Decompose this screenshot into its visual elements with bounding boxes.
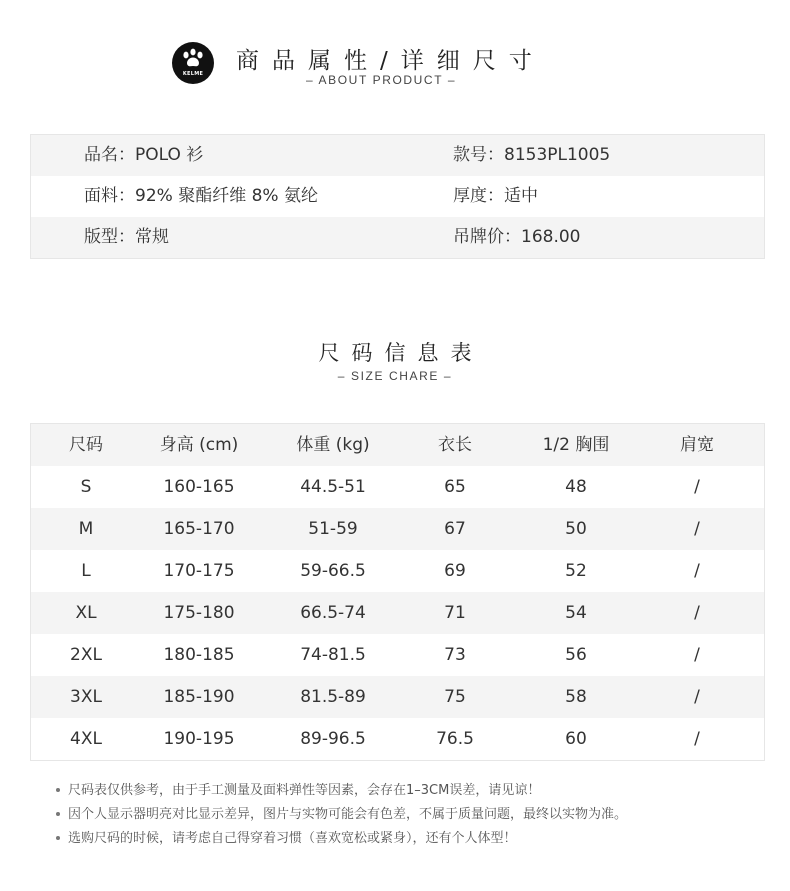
paw-icon [172, 42, 214, 84]
about-product-title: 商品属性/详细尺寸 [236, 48, 545, 74]
cell-weight: 51-59 [308, 519, 358, 539]
size-table-header [31, 424, 764, 466]
cell-size: XL [75, 603, 97, 623]
about-product-header [0, 38, 790, 98]
cell-half-chest: 52 [565, 561, 587, 581]
cell-height: 175-180 [163, 603, 235, 623]
header-half-chest: 1/2 胸围 [542, 435, 610, 455]
bullet-icon [56, 812, 60, 816]
cell-length: 69 [444, 561, 466, 581]
cell-size: 2XL [70, 645, 102, 665]
size-chart-title: 尺码信息表 [318, 341, 484, 365]
info-product-name: 品名：POLO 衫 [84, 145, 204, 165]
cell-shoulder: / [694, 729, 700, 749]
info-fit: 版型：常规 [84, 227, 169, 247]
cell-half-chest: 56 [565, 645, 587, 665]
cell-half-chest: 48 [565, 477, 587, 497]
cell-weight: 59-66.5 [300, 561, 366, 581]
table-row [31, 718, 764, 760]
cell-weight: 81.5-89 [300, 687, 366, 707]
cell-length: 76.5 [436, 729, 474, 749]
header-length: 衣长 [438, 435, 472, 455]
cell-shoulder: / [694, 477, 700, 497]
header-height: 身高 (cm) [159, 435, 239, 455]
note-item [56, 782, 627, 806]
cell-shoulder: / [694, 687, 700, 707]
table-row [31, 466, 764, 508]
cell-length: 67 [444, 519, 466, 539]
cell-height: 185-190 [163, 687, 235, 707]
cell-weight: 74-81.5 [300, 645, 366, 665]
cell-length: 71 [444, 603, 466, 623]
info-row [31, 135, 764, 176]
bullet-icon [56, 788, 60, 792]
table-row [31, 592, 764, 634]
cell-weight: 66.5-74 [300, 603, 366, 623]
cell-size: 4XL [70, 729, 102, 749]
cell-height: 170-175 [163, 561, 235, 581]
cell-length: 65 [444, 477, 466, 497]
note-text: 因个人显示器明亮对比显示差异，图片与实物可能会有色差，不属于质量问题，最终以实物为准。 [68, 807, 628, 822]
cell-size: M [78, 519, 94, 539]
cell-size: S [80, 477, 92, 497]
kelme-logo [172, 42, 214, 84]
bullet-icon [56, 836, 60, 840]
note-text: 选购尺码的时候，请考虑自己得穿着习惯（喜欢宽松或紧身），还有个人体型！ [68, 831, 517, 846]
info-tag-price: 吊牌价：168.00 [453, 227, 581, 247]
cell-size: 3XL [70, 687, 102, 707]
table-row [31, 550, 764, 592]
product-info-table [30, 134, 765, 259]
header-shoulder: 肩宽 [680, 435, 714, 455]
table-row [31, 634, 764, 676]
cell-half-chest: 58 [565, 687, 587, 707]
cell-half-chest: 54 [565, 603, 587, 623]
cell-half-chest: 50 [565, 519, 587, 539]
size-notes [56, 782, 627, 854]
cell-weight: 44.5-51 [300, 477, 366, 497]
cell-shoulder: / [694, 645, 700, 665]
info-fabric: 面料：92% 聚酯纤维 8% 氨纶 [84, 186, 318, 206]
table-row [31, 508, 764, 550]
info-thickness: 厚度：适中 [453, 186, 538, 206]
note-item [56, 806, 627, 830]
info-row [31, 176, 764, 217]
logo-wordmark: KELME [182, 71, 204, 77]
cell-height: 180-185 [163, 645, 235, 665]
cell-length: 73 [444, 645, 466, 665]
cell-weight: 89-96.5 [300, 729, 366, 749]
size-chart-subtitle: – SIZE CHARE – [337, 369, 453, 383]
cell-height: 190-195 [163, 729, 235, 749]
cell-size: L [81, 561, 91, 581]
note-item [56, 830, 627, 854]
size-table [30, 423, 765, 761]
cell-shoulder: / [694, 603, 700, 623]
cell-height: 160-165 [163, 477, 235, 497]
cell-half-chest: 60 [565, 729, 587, 749]
header-size: 尺码 [69, 435, 103, 455]
note-text: 尺码表仅供参考，由于手工测量及面料弹性等因素，会存在1–3CM误差，请见谅！ [68, 783, 541, 798]
cell-shoulder: / [694, 561, 700, 581]
header-weight: 体重 (kg) [296, 435, 370, 455]
cell-height: 165-170 [163, 519, 235, 539]
info-row [31, 217, 764, 258]
about-product-subtitle: – ABOUT PRODUCT – [306, 73, 457, 87]
cell-shoulder: / [694, 519, 700, 539]
table-row [31, 676, 764, 718]
cell-length: 75 [444, 687, 466, 707]
info-style-number: 款号：8153PL1005 [453, 145, 611, 165]
